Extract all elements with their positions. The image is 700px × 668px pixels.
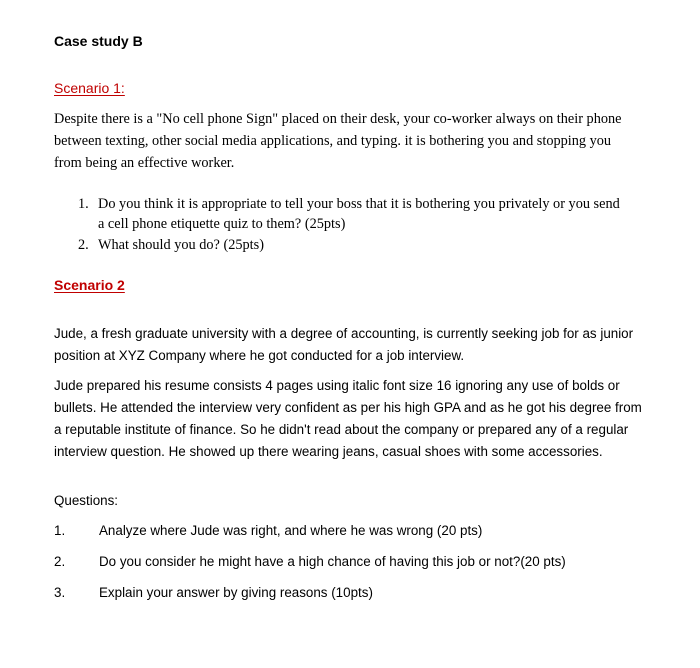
scenario2-paragraph-1: Jude, a fresh graduate university with a degree of accounting, is currently seeking job for as junior position at XYZ Company where he got conducted for a job interview.	[54, 326, 634, 363]
questions-label: Questions:	[54, 493, 119, 508]
scenario2-heading: Scenario 2	[54, 277, 125, 293]
question-number: 1.	[78, 196, 89, 212]
question-number: 2.	[78, 237, 89, 253]
document-title: Case study B	[54, 33, 143, 49]
question-text: Explain your answer by giving reasons (10pts)	[99, 585, 373, 600]
scenario1-question-2	[78, 235, 628, 255]
question-number: 3.	[54, 585, 66, 600]
scenario1-question-list	[78, 194, 628, 256]
scenario1-heading: Scenario 1:	[54, 80, 125, 96]
question-text: Do you think it is appropriate to tell your boss that it is bothering you privately or you send a cell phone etiquette quiz to them? (25pts)	[98, 196, 620, 232]
question-text: Do you consider he might have a high chance of having this job or not?(20 pts)	[99, 554, 566, 569]
question-text: What should you do? (25pts)	[98, 237, 264, 253]
question-text: Analyze where Jude was right, and where he was wrong (20 pts)	[99, 523, 483, 538]
question-number: 2.	[54, 554, 66, 569]
question-number: 1.	[54, 523, 66, 538]
scenario2-paragraph-2: Jude prepared his resume consists 4 pages using italic font size 16 ignoring any use of bolds or bullets. He attended the interview very confident as per his high GPA and as he got his degree from a reputable institute of finance. So he didn't read about the company or prepared any of a regular interview question. He showed up there wearing jeans, casual shoes with some accessories.	[54, 378, 642, 459]
scenario1-paragraph: Despite there is a "No cell phone Sign" placed on their desk, your co-worker always on their phone between texting, other social media applications, and typing. it is bothering you and stopping you from being an effective worker.	[54, 111, 622, 171]
scenario1-question-1	[78, 194, 628, 234]
